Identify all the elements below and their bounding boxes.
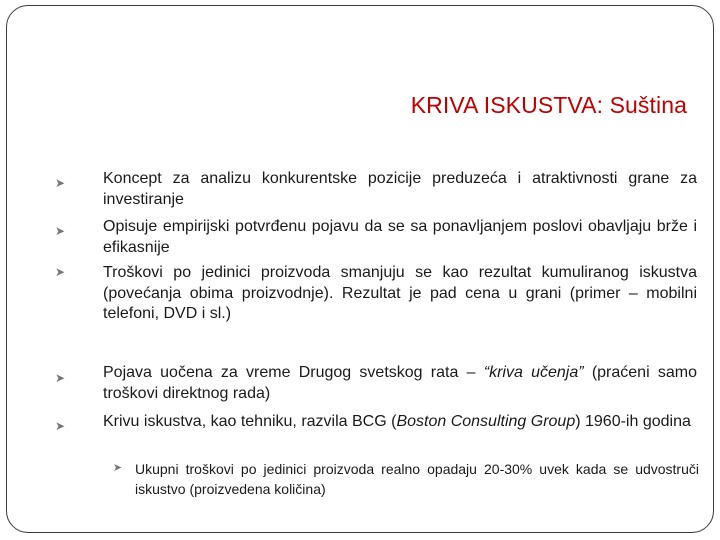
sub-bullet-arrow-icon: ➤: [112, 462, 123, 474]
slide-title: KRIVA ISKUSTVA: Suština: [410, 92, 687, 118]
sub-bullet-item-1: Ukupni troškovi po jedinici proizvoda realno opadaju 20-30% uvek kada se udvostruči iskustvo (proizvedena količina): [135, 461, 699, 497]
bullet-item-2: Opisuje empirijski potvrđenu pojavu da se sa ponavljanjem poslovi obavljaju brže i efikasnije: [103, 218, 697, 256]
bullet-item-5: [103, 412, 697, 433]
bullet-item-4: [103, 363, 697, 404]
bullet-arrow-icon: ➤: [54, 371, 66, 385]
bullet-item-5-text: Krivu iskustva, kao tehniku, razvila BCG (: [103, 413, 397, 430]
bullet-item-4-text: Pojava uočena za vreme Drugog svetskog rata –: [103, 364, 484, 381]
bullet-arrow-icon: ➤: [54, 224, 66, 238]
slide-frame: [6, 5, 714, 533]
bullet-item-5-text-end: ) 1960-ih godina: [575, 413, 691, 430]
bullet-item-4-text-end: (praćeni samo troškovi direktnog rada): [103, 364, 697, 402]
bullet-item-3: Troškovi po jedinici proizvoda smanjuju se kao rezultat kumuliranog iskustva (povećanja obima proizvodnje). Rezultat je pad cena u grani (primer – mobilni telefoni, DVD i sl.): [103, 264, 697, 322]
bullet-item-4-italic: “kriva učenja”: [483, 364, 584, 381]
bullet-item-1: Koncept za analizu konkurentske pozicije preduzeća i atraktivnosti grane za investiranje: [103, 170, 697, 208]
bullet-arrow-icon: ➤: [54, 265, 66, 279]
bullet-item-5-italic: Boston Consulting Group: [396, 413, 576, 430]
bullet-arrow-icon: ➤: [54, 176, 66, 190]
bullet-arrow-icon: ➤: [54, 419, 66, 433]
